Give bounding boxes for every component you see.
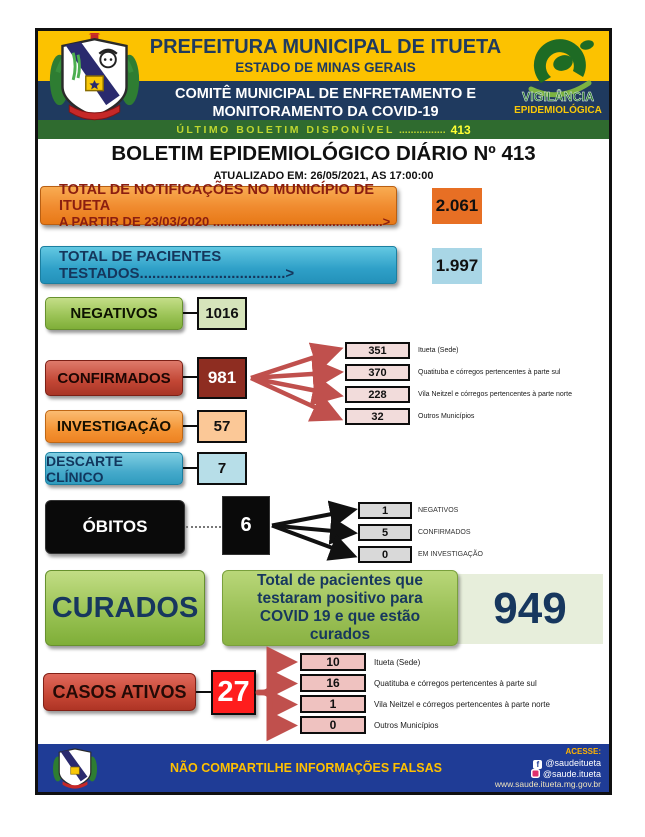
negativos-connector-line	[183, 312, 197, 314]
negativos-label: NEGATIVOS	[45, 297, 183, 330]
obitos-breakdown-box: 1	[358, 502, 412, 519]
notifications-label-line2: A PARTIR DE 23/03/2020 ...............................................>	[59, 214, 391, 229]
svg-text:VIGILÂNCIA: VIGILÂNCIA	[521, 90, 595, 104]
confirmados-breakdown-arrows	[249, 339, 345, 431]
confirmados-connector-line	[183, 376, 197, 378]
negativos-value: 1016	[197, 297, 247, 330]
municipality-title: PREFEITURA MUNICIPAL DE ITUETA	[149, 36, 502, 58]
footer-bar	[38, 744, 609, 792]
casos-ativos-breakdown-label: Vila Neitzel e córregos pertencentes à parte norte	[374, 700, 550, 709]
confirmados-breakdown-label: Itueta (Sede)	[418, 347, 459, 354]
obitos-breakdown-label: NEGATIVOS	[418, 507, 459, 514]
casos-ativos-breakdown-box: 16	[300, 674, 366, 692]
committee-line2: MONITORAMENTO DA COVID-19	[212, 104, 439, 120]
confirmados-breakdown-label: Outros Municípios	[418, 413, 475, 420]
notifications-label-line1: TOTAL DE NOTIFICAÇÕES NO MUNICÍPIO DE ITUETA	[59, 182, 374, 214]
casos-ativos-breakdown-label: Quatituba e córregos pertencentes à parte sul	[374, 679, 537, 688]
confirmados-breakdown-box: 32	[345, 408, 410, 425]
casos-ativos-breakdown-arrows	[256, 646, 300, 746]
svg-text:EPIDEMIOLÓGICA: EPIDEMIOLÓGICA	[514, 105, 602, 116]
casos-ativos-breakdown-box: 10	[300, 653, 366, 671]
facebook-icon: f	[533, 760, 542, 769]
confirmados-breakdown-label: Quatituba e córregos pertencentes à parte sul	[418, 369, 561, 376]
state-subtitle: ESTADO DE MINAS GERAIS	[235, 60, 416, 75]
last-bulletin-number: 413	[450, 122, 471, 137]
facebook-handle: @saudeitueta	[545, 757, 601, 768]
notifications-total-bar	[40, 182, 397, 229]
casos-ativos-label: CASOS ATIVOS	[43, 673, 196, 711]
footer-access-label: ACESSE:	[565, 747, 601, 756]
last-bulletin-dots: ................	[398, 123, 446, 136]
descarte-clinico-label: DESCARTE CLÍNICO	[45, 452, 183, 485]
bulletin-frame	[35, 28, 612, 795]
footer-facebook-link[interactable]	[495, 758, 601, 769]
obitos-breakdown-label: CONFIRMADOS	[418, 529, 471, 536]
bulletin-title: BOLETIM EPIDEMIOLÓGICO DIÁRIO Nº 413	[111, 142, 536, 165]
confirmados-breakdown-label: Vila Neitzel e córregos pertencentes à parte norte	[418, 391, 572, 398]
casos-ativos-value: 27	[211, 670, 256, 715]
obitos-breakdown-arrows	[270, 499, 358, 561]
obitos-breakdown-box: 0	[358, 546, 412, 563]
descarte-clinico-connector-line	[183, 467, 197, 469]
obitos-label: ÓBITOS	[45, 500, 185, 554]
footer-message: NÃO COMPARTILHE INFORMAÇÕES FALSAS	[170, 761, 442, 775]
vigilancia-epidemiologica-logo-icon	[511, 33, 606, 120]
casos-ativos-breakdown-label: Outros Municípios	[374, 721, 439, 730]
obitos-breakdown-box: 5	[358, 524, 412, 541]
tested-total-bar	[40, 246, 397, 284]
confirmados-breakdown-box: 370	[345, 364, 410, 381]
obitos-value: 6	[222, 496, 270, 555]
curados-value: 949	[493, 584, 567, 633]
footer-website-link[interactable]: www.saude.itueta.mg.gov.br	[494, 779, 601, 789]
confirmados-breakdown-box: 228	[345, 386, 410, 403]
itueta-coat-of-arms-icon	[46, 33, 143, 123]
investigacao-connector-line	[183, 425, 197, 427]
notifications-total-value: 2.061	[432, 188, 482, 224]
confirmados-breakdown-box: 351	[345, 342, 410, 359]
tested-label: TOTAL DE PACIENTES TESTADOS...................................>	[59, 248, 295, 282]
casos-ativos-breakdown-box: 1	[300, 695, 366, 713]
bulletin-updated: ATUALIZADO EM: 26/05/2021, AS 17:00:00	[213, 170, 434, 182]
committee-line1: COMITÊ MUNICIPAL DE ENFRETAMENTO E	[174, 86, 477, 102]
curados-label: CURADOS	[45, 570, 205, 646]
confirmados-label: CONFIRMADOS	[45, 360, 183, 396]
casos-ativos-breakdown-label: Itueta (Sede)	[374, 658, 421, 667]
instagram-handle: @saude.itueta	[542, 768, 601, 779]
last-bulletin-label: ÚLTIMO BOLETIM DISPONÍVEL	[176, 123, 395, 136]
instagram-icon	[531, 769, 540, 778]
casos-ativos-connector-line	[196, 691, 211, 693]
curados-description: Total de pacientes que testaram positivo para COVID 19 e que estão curados	[222, 570, 458, 646]
obitos-breakdown-label: EM INVESTIGAÇÃO	[418, 551, 483, 558]
footer-instagram-link[interactable]	[495, 769, 601, 780]
investigacao-value: 57	[197, 410, 247, 443]
footer-coat-of-arms-icon	[50, 746, 100, 790]
casos-ativos-breakdown-box: 0	[300, 716, 366, 734]
obitos-connector-line	[186, 526, 221, 528]
confirmados-value: 981	[197, 357, 247, 399]
descarte-clinico-value: 7	[197, 452, 247, 485]
investigacao-label: INVESTIGAÇÃO	[45, 410, 183, 443]
tested-total-value: 1.997	[432, 248, 482, 284]
